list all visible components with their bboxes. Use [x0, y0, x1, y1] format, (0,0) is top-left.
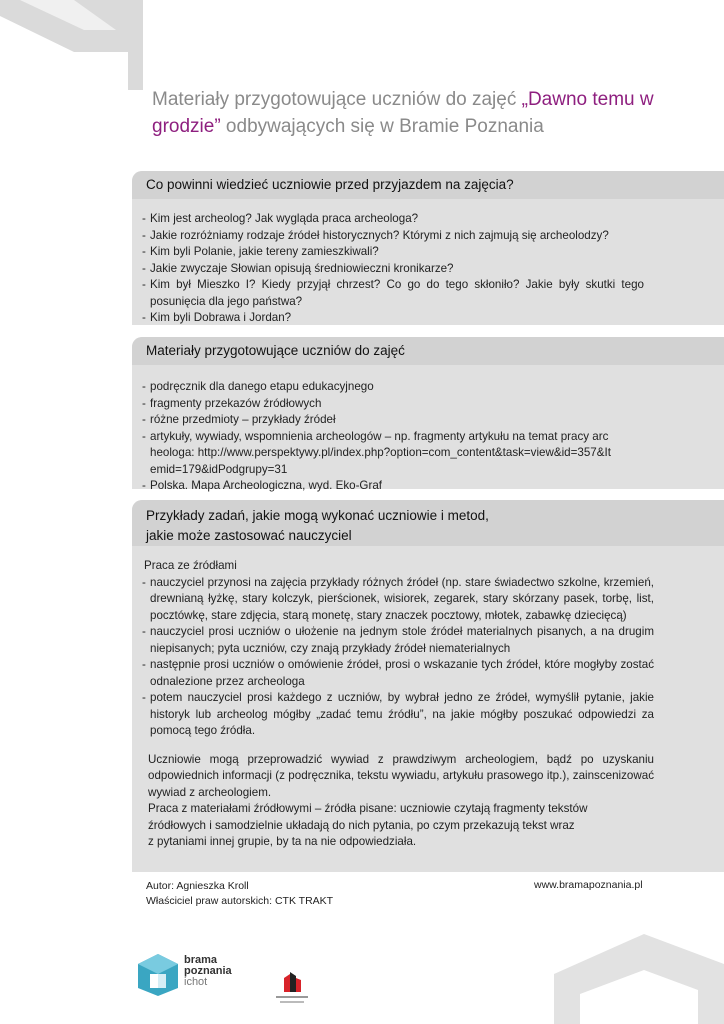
- subheading: Praca ze źródłami: [144, 559, 237, 572]
- corner-decoration-top-left: [0, 0, 150, 90]
- tasks-body: [132, 558, 654, 851]
- section-prior-knowledge: [132, 171, 724, 325]
- list-item: - fragmenty przekazów źródłowych: [132, 396, 612, 413]
- copyright-owner: Właściciel praw autorskich: CTK TRAKT: [146, 895, 334, 907]
- list-item: - nauczyciel prosi uczniów o ułożenie na jednym stole źródeł materialnych pisanych, a na drugim niepisanych; pyta uczniów, czy znają przykłady źródeł niematerialnych: [132, 624, 654, 657]
- footer-credits: [146, 879, 333, 909]
- section-heading: Co powinni wiedzieć uczniowie przed przyjazdem na zajęcia?: [132, 171, 724, 199]
- partner-logo-icon: [274, 966, 310, 1006]
- document-title: [152, 86, 692, 140]
- list-item: - potem nauczyciel prosi każdego z uczniów, by wybrał jedno ze źródeł, wymyślił pytanie, jakie historyk lub archeolog mógłby „zadać temu źródłu”, na jakie mógłby poszukać odpowiedzi za pomocą tego źródła.: [132, 690, 654, 740]
- paragraph-line: źródłowych i samodzielnie układają do nich pytania, po czym przekazują tekst wraz: [148, 818, 575, 832]
- interview-paragraph: Uczniowie mogą przeprowadzić wywiad z prawdziwym archeologiem, bądź po uzyskaniu odpowiednich informacji (z podręcznika, tekstu wywiadu, artykułu prasowego itp.), zainscenizować wywiad z archeologiem.: [148, 752, 654, 799]
- list-item: - Kim byli Dobrawa i Jordan?: [132, 310, 644, 327]
- list-item: - Kim jest archeolog? Jak wygląda praca archeologa?: [132, 211, 644, 228]
- list-item: - różne przedmioty – przykłady źródeł: [132, 412, 612, 429]
- paragraph-line: z pytaniami innej grupie, by ta na nie odpowiedziała.: [148, 835, 417, 848]
- list-item: - następnie prosi uczniów o omówienie źródeł, prosi o wskazanie tych źródeł, które mogłyby zostać odnalezione przez archeologa: [132, 657, 654, 690]
- title-text: Materiały przygotowujące uczniów do zajęć: [152, 89, 522, 110]
- written-sources-paragraph: [148, 801, 654, 851]
- logo-line: ichot: [184, 976, 208, 988]
- paragraph-line: Praca z materiałami źródłowymi – źródła pisane: uczniowie czytają fragmenty tekstów: [148, 802, 588, 815]
- logo-wordmark: [184, 955, 232, 988]
- list-item: - Jakie zwyczaje Słowian opisują średniowieczni kronikarze?: [132, 261, 644, 278]
- section-materials: [132, 337, 724, 492]
- list-item: - artykuły, wywiady, wspomnienia archeologów – np. fragmenty artykułu na temat pracy archeologa: http://www.perspektywy.pl/index.php?option=com_content&task=view&id=357&Itemid=179&idPodgrupy=31: [132, 429, 612, 479]
- title-text-end: odbywających się w Bramie Poznania: [220, 116, 544, 137]
- question-list: [132, 211, 644, 327]
- list-item: - Jakie rozróżniamy rodzaje źródeł historycznych? Którymi z nich zajmują się archeolodzy?: [132, 228, 644, 245]
- corner-decoration-bottom-right: [534, 934, 724, 1024]
- author: Autor: Agnieszka Kroll: [146, 880, 249, 892]
- section-tasks-methods: [132, 500, 724, 872]
- section-heading-line: jakie może zastosować nauczyciel: [146, 528, 352, 543]
- logo-line: brama: [184, 954, 218, 966]
- materials-list: [132, 379, 612, 495]
- brama-poznania-logo-icon: [136, 952, 180, 998]
- logo-line: poznania: [184, 965, 232, 977]
- title-highlight: „Dawno temu w grodzie”: [152, 89, 654, 137]
- list-item: - Kim był Mieszko I? Kiedy przyjął chrzest? Co go do tego skłoniło? Jakie były skutki tego posunięcia dla jego państwa?: [132, 277, 644, 310]
- section-heading: Materiały przygotowujące uczniów do zajęć: [132, 337, 724, 365]
- list-item: - Polska. Mapa Archeologiczna, wyd. Eko-Graf: [132, 478, 612, 495]
- section-heading: [132, 500, 724, 546]
- section-heading-line: Przykłady zadań, jakie mogą wykonać uczniowie i metod,: [146, 508, 489, 523]
- task-list: [132, 575, 654, 740]
- list-item: - nauczyciel przynosi na zajęcia przykłady różnych źródeł (np. stare świadectwo szkolne, krzemień, drewnianą łyżkę, stary kolczyk, pierścionek, wisiorek, zegarek, stary skórzany pasek, torbę, list, pocztówkę, stare zdjęcia, starą monetę, stary znaczek pocztowy, młotek, zabawkę dziecięcą): [132, 575, 654, 625]
- list-item: - podręcznik dla danego etapu edukacyjnego: [132, 379, 612, 396]
- website-link[interactable]: www.bramapoznania.pl: [534, 879, 643, 891]
- list-item: - Kim byli Polanie, jakie tereny zamieszkiwali?: [132, 244, 644, 261]
